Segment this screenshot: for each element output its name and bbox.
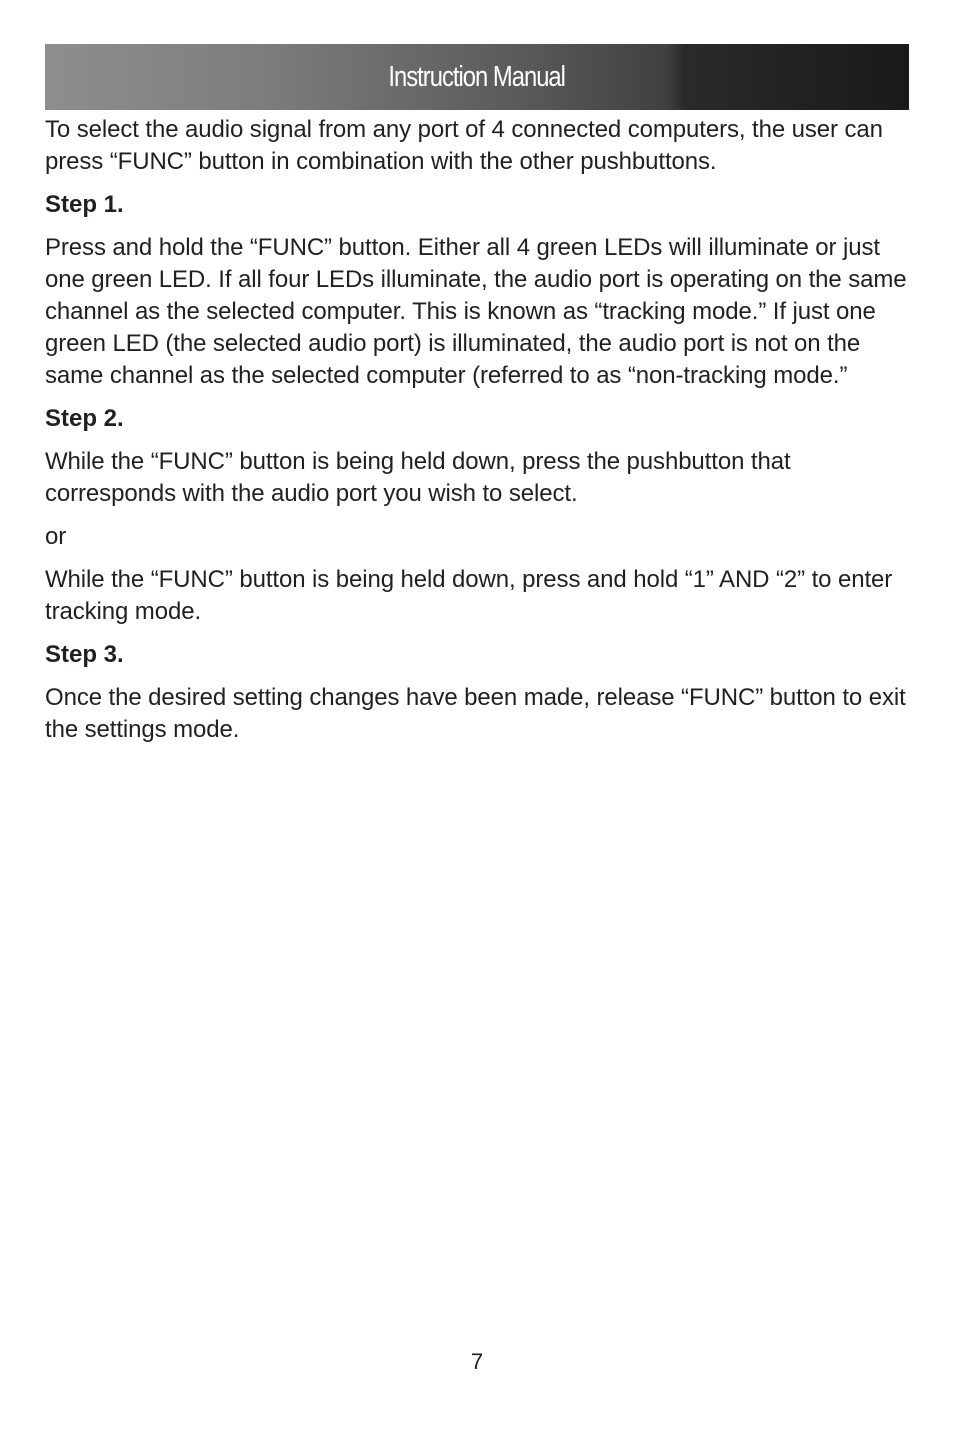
step-3-heading: Step 3. [45, 641, 124, 668]
step-1-text: Press and hold the “FUNC” button. Either all 4 green LEDs will illuminate or just one green LED. If all four LEDs illuminate, the audio port is operating on the same channel as the selected computer. This is known as “tracking mode.” If just one green LED (the selected audio port) is illuminated, the audio port is not on the same channel as the selected computer (referred to as “non-tracking mode.” [45, 234, 907, 389]
page-number: 7 [470, 1349, 484, 1374]
step-2-or: or [45, 523, 67, 550]
document-body [45, 114, 909, 757]
step-3-text: Once the desired setting changes have been made, release “FUNC” button to exit the settings mode. [45, 684, 906, 743]
intro-paragraph: To select the audio signal from any port of 4 connected computers, the user can press “FUNC” button in combination with the other pushbuttons. [45, 116, 883, 175]
page-title: Instruction Manual [388, 60, 566, 93]
step-1-heading: Step 1. [45, 191, 124, 218]
step-2-heading: Step 2. [45, 405, 124, 432]
step-2-text-b: While the “FUNC” button is being held down, press and hold “1” AND “2” to enter tracking mode. [45, 566, 893, 625]
header-bar [45, 44, 909, 110]
step-2-text-a: While the “FUNC” button is being held down, press the pushbutton that corresponds with the audio port you wish to select. [45, 448, 791, 507]
